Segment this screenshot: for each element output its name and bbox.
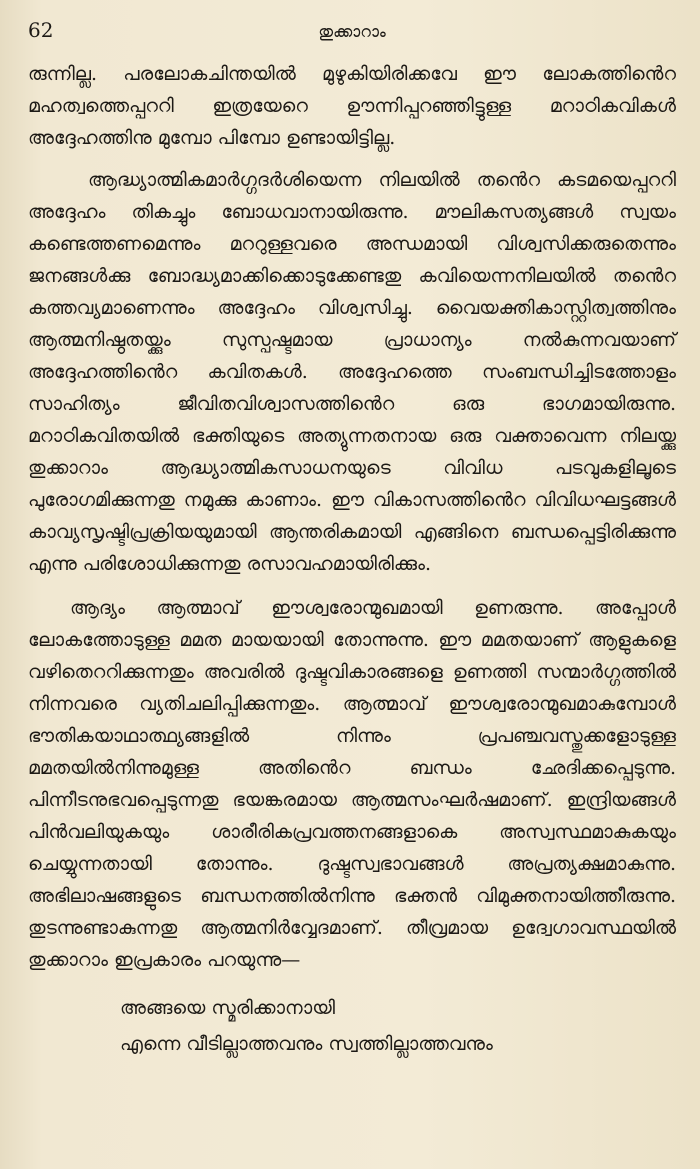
verse-line: അങ്ങയെ സ്മരിക്കാനായി: [120, 997, 336, 1019]
verse-line: എന്നെ വീടില്ലാത്തവനും സ്വത്തില്ലാത്തവനും: [120, 1033, 493, 1055]
running-title: തുക്കാറാം: [318, 22, 386, 41]
paragraph-continuation: രുന്നില്ല. പരലോകചിന്തയിൽ മുഴുകിയിരിക്കവേ ഈ ലോകത്തിൻെറ മഹത്വത്തെപ്പററി ഇത്രയേറെ ഊന്നിപ്പറഞ്ഞിട്ടുള്ള മറാഠികവികൾ അദ്ദേഹത്തിനു മുമ്പോ പിമ്പോ ഉണ്ടായിട്ടില്ല.: [28, 63, 676, 149]
verse-quote: [28, 990, 676, 1062]
paragraph-soul-awakening: ആദ്യം ആത്മാവ് ഈശ്വരോന്മുഖമായി ഉണരുന്നു. അപ്പോൾ ലോകത്തോടുള്ള മമത മായയായി തോന്നുന്നു. ഈ മമതയാണ് ആളുകളെ വഴിതെററിക്കുന്നതും അവരിൽ ദുഷ്ടവികാരങ്ങളെ ഉണത്തി സന്മാർഗ്ഗത്തിൽ നിന്നവരെ വ്യതിചലിപ്പിക്കുന്നതും. ആത്മാവ് ഈശ്വരോന്മുഖമാകുമ്പോൾ ഭൗതികയാഥാത്ഥ്യങ്ങളിൽ നിന്നും പ്രപഞ്ചവസ്തുക്കളോടുള്ള മമതയിൽനിന്നുമുള്ള അതിൻെറ ബന്ധം ഛേദിക്കപ്പെടുന്നു. പിന്നീടനുഭവപ്പെടുന്നതു ഭയങ്കരമായ ആത്മസംഘർഷമാണ്. ഇന്ദ്രിയങ്ങൾ പിൻവലിയുകയും ശാരീരികപ്രവത്തനങ്ങളാകെ അസ്വസ്ഥമാകുകയും ചെയ്യുന്നതായി തോന്നും. ദുഷ്ടസ്വഭാവങ്ങൾ അപ്രത്യക്ഷമാകുന്നു. അഭിലാഷങ്ങളുടെ ബന്ധനത്തിൽനിന്നു ഭക്തൻ വിമുക്തനായിത്തീരുന്നു. തുടന്നുണ്ടാകുന്നതു ആത്മനിർവ്വേദമാണ്. തീവ്രമായ ഉദ്വേഗാവസ്ഥയിൽ തുക്കാറാം ഇപ്രകാരം പറയുന്നു—: [28, 597, 676, 971]
page-header: [28, 18, 676, 58]
page-number: 62: [28, 18, 54, 42]
paragraph-spiritual-guide: ആദ്ധ്യാത്മികമാർഗ്ഗദർശിയെന്ന നിലയിൽ തൻെറ കടമയെപ്പററി അദ്ദേഹം തികച്ചും ബോധവാനായിരുന്നു. മൗലികസത്യങ്ങൾ സ്വയം കണ്ടെത്തണമെന്നും മററുള്ളവരെ അന്ധമായി വിശ്വസിക്കരുതെന്നും ജനങ്ങൾക്കു ബോദ്ധ്യമാക്കിക്കൊടുക്കേണ്ടതു കവിയെന്നനിലയിൽ തൻെറ കത്തവ്യമാണെന്നും അദ്ദേഹം വിശ്വസിച്ചു. വൈയക്തികാസ്റ്റിത്വത്തിനും ആത്മനിഷ്ഠതയ്ക്കും സുസ്പഷ്ടമായ പ്രാധാന്യം നൽകുന്നവയാണ് അദ്ദേഹത്തിൻെറ കവിതകൾ. അദ്ദേഹത്തെ സംബന്ധിച്ചിടത്തോളം സാഹിത്യം ജീവിതവിശ്വാസത്തിൻെറ ഒരു ഭാഗമായിരുന്നു. മറാഠികവിതയിൽ ഭക്തിയുടെ അത്യുന്നതനായ ഒരു വക്താവെന്ന നിലയ്ക്കു തുക്കാറാം ആദ്ധ്യാത്മികസാധനയുടെ വിവിധ പടവുകളിലൂടെ പുരോഗമിക്കുന്നതു നമുക്കു കാണാം. ഈ വികാസത്തിൻെറ വിവിധഘട്ടങ്ങൾ കാവ്യസൃഷ്ടിപ്രക്രിയയുമായി ആന്തരികമായി എങ്ങിനെ ബന്ധപ്പെട്ടിരിക്കുന്നു എന്നു പരിശോധിക്കുന്നതു രസാവഹമായിരിക്കും.: [28, 169, 676, 575]
